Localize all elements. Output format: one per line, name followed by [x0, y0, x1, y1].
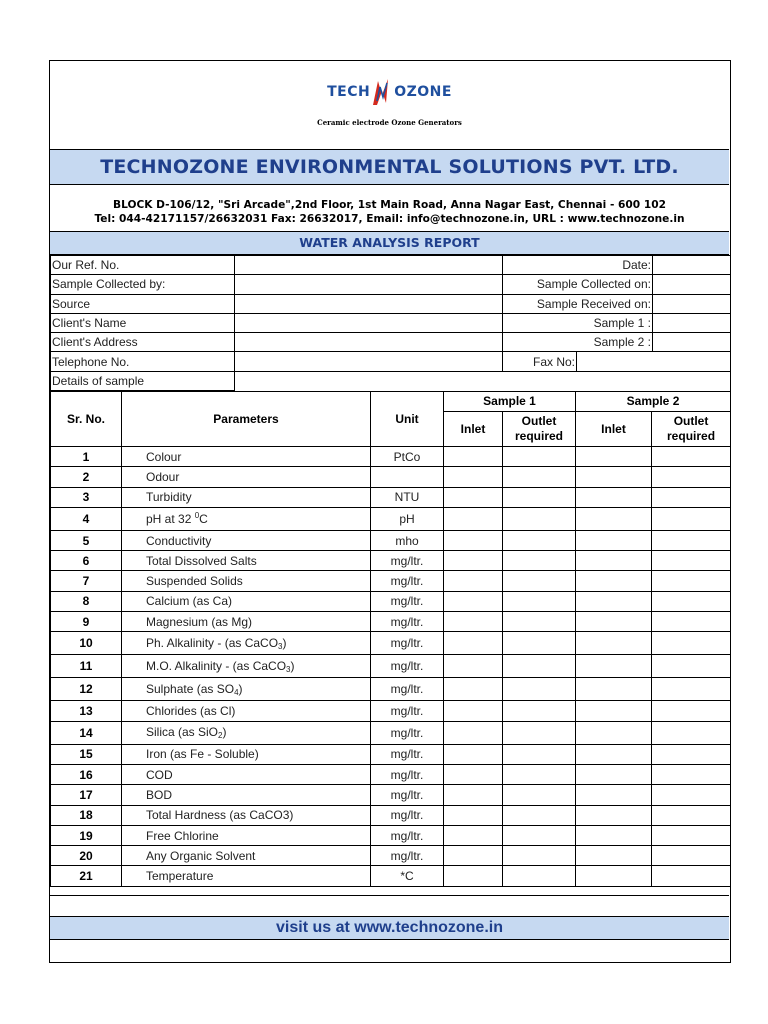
unit-cell: mg/ltr. — [371, 744, 444, 764]
sample2-inlet-cell[interactable] — [576, 487, 652, 507]
parameter-suffix: ) — [222, 725, 227, 740]
fax-field[interactable] — [577, 352, 731, 371]
sample1-inlet-cell[interactable] — [444, 530, 503, 550]
unit-cell: mho — [371, 530, 444, 550]
unit-cell: PtCo — [371, 447, 444, 467]
sr-no-cell: 13 — [51, 701, 122, 721]
sample1-outlet-cell[interactable] — [503, 785, 576, 805]
sample1-inlet-cell[interactable] — [444, 507, 503, 530]
company-address — [50, 185, 729, 231]
parameter-cell — [122, 632, 371, 655]
sr-no-cell: 10 — [51, 632, 122, 655]
sample1-outlet-cell[interactable] — [503, 764, 576, 784]
parameter-name: Iron (as Fe - Soluble) — [146, 747, 259, 762]
parameter-cell — [122, 507, 371, 530]
table-row — [51, 612, 731, 632]
parameter-superscript: 0 — [194, 511, 200, 521]
logo-text-right: OZONE — [394, 84, 452, 100]
sample2-inlet-cell[interactable] — [576, 721, 652, 744]
column-header-unit: Unit — [371, 392, 444, 447]
sample1-outlet-cell[interactable] — [503, 551, 576, 571]
table-row — [51, 571, 731, 591]
info-row — [51, 371, 731, 390]
parameter-subscript: 3 — [278, 641, 283, 651]
table-row — [51, 825, 731, 845]
sample1-inlet-cell[interactable] — [444, 655, 503, 678]
table-row — [51, 866, 731, 886]
sr-no-cell: 5 — [51, 530, 122, 550]
table-row — [51, 655, 731, 678]
sample1-inlet-cell[interactable] — [444, 866, 503, 886]
sample2-inlet-cell[interactable] — [576, 591, 652, 611]
sample-info-table — [50, 255, 731, 391]
parameter-name: Sulphate (as SO — [146, 681, 235, 696]
sample2-outlet-cell[interactable] — [652, 825, 731, 845]
sample2-inlet-cell[interactable] — [576, 530, 652, 550]
sample2-inlet-cell[interactable] — [576, 447, 652, 467]
client-name-field[interactable] — [235, 313, 503, 332]
column-header-inlet: Inlet — [576, 412, 652, 447]
info-label: Client's Name — [51, 313, 235, 332]
parameter-name: Calcium (as Ca) — [146, 594, 233, 609]
unit-cell: mg/ltr. — [371, 632, 444, 655]
parameter-name: Colour — [146, 449, 182, 464]
telephone-field[interactable] — [235, 352, 503, 371]
parameter-name: Turbidity — [146, 490, 192, 505]
sample2-outlet-cell[interactable] — [652, 846, 731, 866]
sr-no-cell: 2 — [51, 467, 122, 487]
sr-no-cell: 18 — [51, 805, 122, 825]
logo-text-left: TECH — [327, 84, 371, 100]
parameter-cell — [122, 764, 371, 784]
table-row — [51, 764, 731, 784]
report-title: WATER ANALYSIS REPORT — [50, 231, 729, 255]
table-row — [51, 487, 731, 507]
sample2-inlet-cell[interactable] — [576, 866, 652, 886]
sample2-inlet-cell[interactable] — [576, 632, 652, 655]
unit-cell: mg/ltr. — [371, 678, 444, 701]
tagline: Ceramic electrode Ozone Generators — [317, 118, 462, 127]
sample1-outlet-cell[interactable] — [503, 507, 576, 530]
unit-cell: mg/ltr. — [371, 591, 444, 611]
info-label: Telephone No. — [51, 352, 235, 371]
sample1-outlet-cell[interactable] — [503, 721, 576, 744]
sample1-outlet-cell[interactable] — [503, 591, 576, 611]
sample1-outlet-cell[interactable] — [503, 571, 576, 591]
sample2-outlet-cell[interactable] — [652, 632, 731, 655]
unit-cell — [371, 467, 444, 487]
sample2-outlet-cell[interactable] — [652, 551, 731, 571]
parameter-cell — [122, 846, 371, 866]
sample2-inlet-cell[interactable] — [576, 846, 652, 866]
column-header-outlet: Outlet required — [503, 412, 576, 447]
parameter-subscript: 2 — [218, 731, 223, 741]
sample1-inlet-cell[interactable] — [444, 701, 503, 721]
info-label: Sample Collected on: — [503, 275, 653, 294]
footer-spacer — [50, 895, 729, 916]
parameter-name: Ph. Alkalinity - (as CaCO — [146, 635, 279, 650]
sample2-outlet-cell[interactable] — [652, 530, 731, 550]
sample1-outlet-cell[interactable] — [503, 632, 576, 655]
sr-no-cell: 7 — [51, 571, 122, 591]
sample1-inlet-cell[interactable] — [444, 591, 503, 611]
sample2-outlet-cell[interactable] — [652, 507, 731, 530]
parameter-name: Any Organic Solvent — [146, 848, 256, 863]
sample2-inlet-cell[interactable] — [576, 785, 652, 805]
table-row — [51, 785, 731, 805]
sample2-outlet-cell[interactable] — [652, 764, 731, 784]
parameter-name: Chlorides (as Cl) — [146, 704, 236, 719]
parameter-name: COD — [146, 767, 173, 782]
sample2-inlet-cell[interactable] — [576, 655, 652, 678]
sr-no-cell: 3 — [51, 487, 122, 507]
parameter-cell — [122, 866, 371, 886]
report-sheet — [49, 60, 731, 963]
parameter-cell — [122, 487, 371, 507]
sample1-outlet-cell[interactable] — [503, 655, 576, 678]
sample2-outlet-cell[interactable] — [652, 612, 731, 632]
parameter-subscript: 4 — [234, 687, 239, 697]
info-label: Our Ref. No. — [51, 256, 235, 275]
sr-no-cell: 11 — [51, 655, 122, 678]
unit-cell: mg/ltr. — [371, 785, 444, 805]
sample1-outlet-cell[interactable] — [503, 825, 576, 845]
sample1-inlet-cell[interactable] — [444, 678, 503, 701]
unit-cell: *C — [371, 866, 444, 886]
unit-cell: pH — [371, 507, 444, 530]
parameter-cell — [122, 721, 371, 744]
lightning-n-icon — [370, 77, 394, 107]
unit-cell: mg/ltr. — [371, 655, 444, 678]
parameter-cell — [122, 467, 371, 487]
sample1-outlet-cell[interactable] — [503, 846, 576, 866]
sample1-outlet-cell[interactable] — [503, 744, 576, 764]
sample1-inlet-cell[interactable] — [444, 612, 503, 632]
parameter-name: Total Dissolved Salts — [146, 553, 257, 568]
collected-on-field[interactable] — [653, 275, 731, 294]
sample2-inlet-cell[interactable] — [576, 678, 652, 701]
sample2-field[interactable] — [653, 333, 731, 352]
parameter-cell — [122, 701, 371, 721]
table-row — [51, 530, 731, 550]
sr-no-cell: 20 — [51, 846, 122, 866]
logo-area — [50, 61, 729, 149]
info-label: Sample Received on: — [503, 294, 653, 313]
table-header-row — [51, 392, 731, 412]
sample1-inlet-cell[interactable] — [444, 571, 503, 591]
parameter-cell — [122, 825, 371, 845]
info-row — [51, 352, 731, 371]
sample1-outlet-cell[interactable] — [503, 467, 576, 487]
info-label: Source — [51, 294, 235, 313]
unit-cell: mg/ltr. — [371, 721, 444, 744]
source-field[interactable] — [235, 294, 503, 313]
info-label: Date: — [503, 256, 653, 275]
ref-no-field[interactable] — [235, 256, 503, 275]
parameter-name: Temperature — [146, 869, 214, 884]
parameter-cell — [122, 612, 371, 632]
sr-no-cell: 21 — [51, 866, 122, 886]
parameter-subscript: 3 — [286, 664, 291, 674]
sample2-inlet-cell[interactable] — [576, 764, 652, 784]
parameter-cell — [122, 551, 371, 571]
date-field[interactable] — [653, 256, 731, 275]
sample2-outlet-cell[interactable] — [652, 447, 731, 467]
parameters-table — [50, 391, 731, 887]
info-row — [51, 275, 731, 294]
info-label: Client's Address — [51, 333, 235, 352]
unit-cell: mg/ltr. — [371, 571, 444, 591]
table-row — [51, 678, 731, 701]
sr-no-cell: 9 — [51, 612, 122, 632]
unit-cell: mg/ltr. — [371, 764, 444, 784]
sample1-inlet-cell[interactable] — [444, 744, 503, 764]
info-label: Fax No: — [503, 352, 577, 371]
sample2-outlet-cell[interactable] — [652, 571, 731, 591]
parameter-name: pH at 32 — [146, 512, 195, 527]
parameter-name: Suspended Solids — [146, 574, 243, 589]
unit-cell: mg/ltr. — [371, 701, 444, 721]
sr-no-cell: 8 — [51, 591, 122, 611]
parameter-cell — [122, 744, 371, 764]
sr-no-cell: 6 — [51, 551, 122, 571]
unit-cell: mg/ltr. — [371, 551, 444, 571]
address-line-1: BLOCK D-106/12, "Sri Arcade",2nd Floor, 1st Main Road, Anna Nagar East, Chennai - 600 102 — [113, 199, 666, 211]
info-row — [51, 256, 731, 275]
sample1-inlet-cell[interactable] — [444, 447, 503, 467]
info-row — [51, 294, 731, 313]
parameter-cell — [122, 530, 371, 550]
info-label: Sample 1 : — [503, 313, 653, 332]
collected-by-field[interactable] — [235, 275, 503, 294]
sample2-outlet-cell[interactable] — [652, 487, 731, 507]
sr-no-cell: 14 — [51, 721, 122, 744]
sample1-inlet-cell[interactable] — [444, 467, 503, 487]
parameter-cell — [122, 678, 371, 701]
sample1-outlet-cell[interactable] — [503, 866, 576, 886]
parameter-name: Total Hardness (as CaCO3) — [146, 808, 294, 823]
sample2-outlet-cell[interactable] — [652, 701, 731, 721]
sample2-outlet-cell[interactable] — [652, 805, 731, 825]
company-name: TECHNOZONE ENVIRONMENTAL SOLUTIONS PVT. LTD. — [50, 149, 729, 185]
sample1-outlet-cell[interactable] — [503, 678, 576, 701]
sample1-outlet-cell[interactable] — [503, 530, 576, 550]
sr-no-cell: 12 — [51, 678, 122, 701]
column-header-sample1: Sample 1 — [444, 392, 576, 412]
column-header-outlet: Outlet required — [652, 412, 731, 447]
parameter-name: Odour — [146, 469, 180, 484]
info-row — [51, 313, 731, 332]
table-row — [51, 447, 731, 467]
sr-no-cell: 1 — [51, 447, 122, 467]
sample1-outlet-cell[interactable] — [503, 487, 576, 507]
sample1-inlet-cell[interactable] — [444, 487, 503, 507]
sr-no-cell: 17 — [51, 785, 122, 805]
table-row — [51, 744, 731, 764]
sample2-inlet-cell[interactable] — [576, 701, 652, 721]
sample2-outlet-cell[interactable] — [652, 744, 731, 764]
column-header-sr: Sr. No. — [51, 392, 122, 447]
table-row — [51, 846, 731, 866]
sample2-outlet-cell[interactable] — [652, 678, 731, 701]
client-address-field[interactable] — [235, 333, 503, 352]
received-on-field[interactable] — [653, 294, 731, 313]
parameter-suffix: ) — [290, 658, 295, 673]
sample1-outlet-cell[interactable] — [503, 447, 576, 467]
sample1-field[interactable] — [653, 313, 731, 332]
sample2-outlet-cell[interactable] — [652, 591, 731, 611]
sample2-inlet-cell[interactable] — [576, 467, 652, 487]
table-row — [51, 467, 731, 487]
parameter-cell — [122, 447, 371, 467]
parameter-cell — [122, 591, 371, 611]
unit-cell: mg/ltr. — [371, 825, 444, 845]
parameter-name: Free Chlorine — [146, 828, 219, 843]
column-header-sample2: Sample 2 — [576, 392, 731, 412]
sr-no-cell: 16 — [51, 764, 122, 784]
parameter-suffix: C — [199, 512, 208, 527]
unit-cell: NTU — [371, 487, 444, 507]
sample2-inlet-cell[interactable] — [576, 744, 652, 764]
sample1-outlet-cell[interactable] — [503, 612, 576, 632]
sample1-inlet-cell[interactable] — [444, 785, 503, 805]
sample2-inlet-cell[interactable] — [576, 825, 652, 845]
details-field[interactable] — [235, 371, 731, 390]
sample1-inlet-cell[interactable] — [444, 846, 503, 866]
sr-no-cell: 4 — [51, 507, 122, 530]
sample1-inlet-cell[interactable] — [444, 764, 503, 784]
address-line-2: Tel: 044-42171157/26632031 Fax: 26632017, Email: info@technozone.in, URL : www.technozone.in — [94, 213, 685, 225]
sample1-inlet-cell[interactable] — [444, 805, 503, 825]
table-row — [51, 551, 731, 571]
sample2-inlet-cell[interactable] — [576, 571, 652, 591]
sample2-inlet-cell[interactable] — [576, 805, 652, 825]
unit-cell: mg/ltr. — [371, 846, 444, 866]
parameter-name: Conductivity — [146, 533, 212, 548]
parameter-cell — [122, 785, 371, 805]
technozone-logo — [50, 77, 729, 107]
table-row — [51, 805, 731, 825]
table-row — [51, 632, 731, 655]
sample1-inlet-cell[interactable] — [444, 551, 503, 571]
parameter-name: Silica (as SiO — [146, 725, 219, 740]
parameters-body — [51, 447, 731, 887]
sample1-outlet-cell[interactable] — [503, 805, 576, 825]
sample1-inlet-cell[interactable] — [444, 721, 503, 744]
info-row — [51, 333, 731, 352]
sr-no-cell: 15 — [51, 744, 122, 764]
sample2-outlet-cell[interactable] — [652, 785, 731, 805]
footer-website: visit us at www.technozone.in — [50, 916, 729, 940]
sample2-outlet-cell[interactable] — [652, 866, 731, 886]
table-row — [51, 591, 731, 611]
info-label: Details of sample — [51, 371, 235, 390]
sample2-inlet-cell[interactable] — [576, 551, 652, 571]
unit-cell: mg/ltr. — [371, 805, 444, 825]
parameter-name: Magnesium (as Mg) — [146, 614, 253, 629]
parameter-cell — [122, 805, 371, 825]
sample2-outlet-cell[interactable] — [652, 721, 731, 744]
sample2-outlet-cell[interactable] — [652, 467, 731, 487]
sample2-outlet-cell[interactable] — [652, 655, 731, 678]
sample1-inlet-cell[interactable] — [444, 825, 503, 845]
table-row — [51, 701, 731, 721]
sample1-outlet-cell[interactable] — [503, 701, 576, 721]
parameter-cell — [122, 571, 371, 591]
parameter-suffix: ) — [282, 635, 287, 650]
sr-no-cell: 19 — [51, 825, 122, 845]
column-header-inlet: Inlet — [444, 412, 503, 447]
parameter-cell — [122, 655, 371, 678]
info-label: Sample Collected by: — [51, 275, 235, 294]
column-header-parameters: Parameters — [122, 392, 371, 447]
unit-cell: mg/ltr. — [371, 612, 444, 632]
sample2-inlet-cell[interactable] — [576, 507, 652, 530]
parameter-name: BOD — [146, 787, 173, 802]
parameter-name: M.O. Alkalinity - (as CaCO — [146, 658, 287, 673]
table-row — [51, 721, 731, 744]
table-row — [51, 507, 731, 530]
sample1-inlet-cell[interactable] — [444, 632, 503, 655]
sample2-inlet-cell[interactable] — [576, 612, 652, 632]
info-label: Sample 2 : — [503, 333, 653, 352]
parameter-suffix: ) — [238, 681, 243, 696]
